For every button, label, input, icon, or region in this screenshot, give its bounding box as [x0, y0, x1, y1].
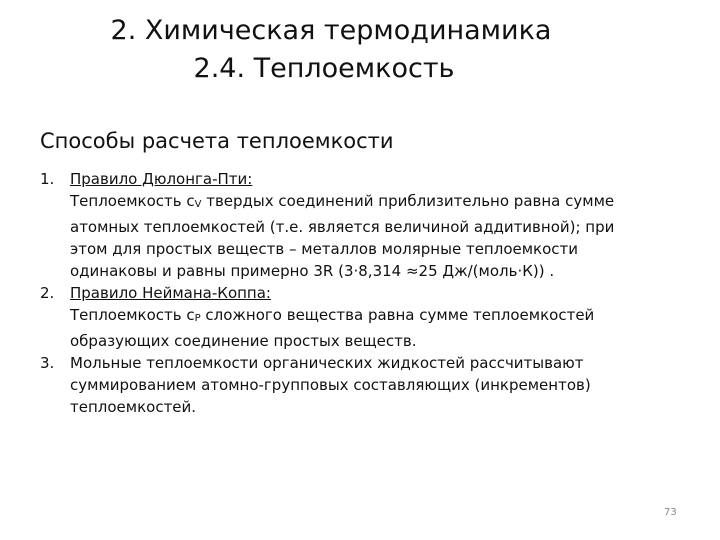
- slide-title: [0, 12, 720, 88]
- item-heading: Правило Неймана-Коппа:: [70, 284, 271, 302]
- item-number: 3.: [40, 354, 55, 372]
- list-item-1: [40, 168, 680, 282]
- paragraph-line: этом для простых веществ – металлов молярные теплоемкости: [70, 240, 579, 258]
- paragraph-line: Мольные теплоемкости органических жидкостей рассчитывают: [70, 354, 584, 372]
- line-text: твердых соединений приблизительно равна сумме: [201, 192, 615, 210]
- item-paragraph: [70, 374, 680, 418]
- subscript: V: [194, 199, 202, 210]
- paragraph-line: [70, 190, 680, 216]
- section-subtitle: Способы расчета теплоемкости: [40, 129, 394, 153]
- line-text: сложного вещества равна сумме теплоемкостей: [200, 306, 595, 324]
- item-number: 1.: [40, 170, 55, 188]
- paragraph-line: образующих соединение простых веществ.: [70, 332, 417, 350]
- subscript: P: [194, 313, 201, 324]
- paragraph-line: атомных теплоемкостей (т.е. является величиной аддитивной); при: [70, 218, 615, 236]
- paragraph-line: суммированием атомно-групповых составляющих (инкрементов): [70, 376, 591, 394]
- item-heading: Правило Дюлонга-Пти:: [70, 170, 253, 188]
- item-number: 2.: [40, 284, 55, 302]
- title-line-2: 2.4. Теплоемкость: [193, 53, 455, 84]
- paragraph-line: одинаковы и равны примерно 3R (3·8,314 ≈25 Дж/(моль·К)) .: [70, 262, 555, 280]
- list-item-2: [40, 282, 680, 352]
- paragraph-line: теплоемкостей.: [70, 398, 197, 416]
- content-list: [40, 168, 680, 418]
- paragraph-line: [70, 304, 680, 330]
- list-item-3: [40, 352, 680, 418]
- title-line-1: 2. Химическая термодинамика: [110, 15, 552, 46]
- item-paragraph: [70, 190, 680, 282]
- item-paragraph: [70, 304, 680, 352]
- line-text: Теплоемкость c: [70, 192, 195, 210]
- page-number: 73: [664, 507, 677, 518]
- line-text: Теплоемкость c: [70, 306, 195, 324]
